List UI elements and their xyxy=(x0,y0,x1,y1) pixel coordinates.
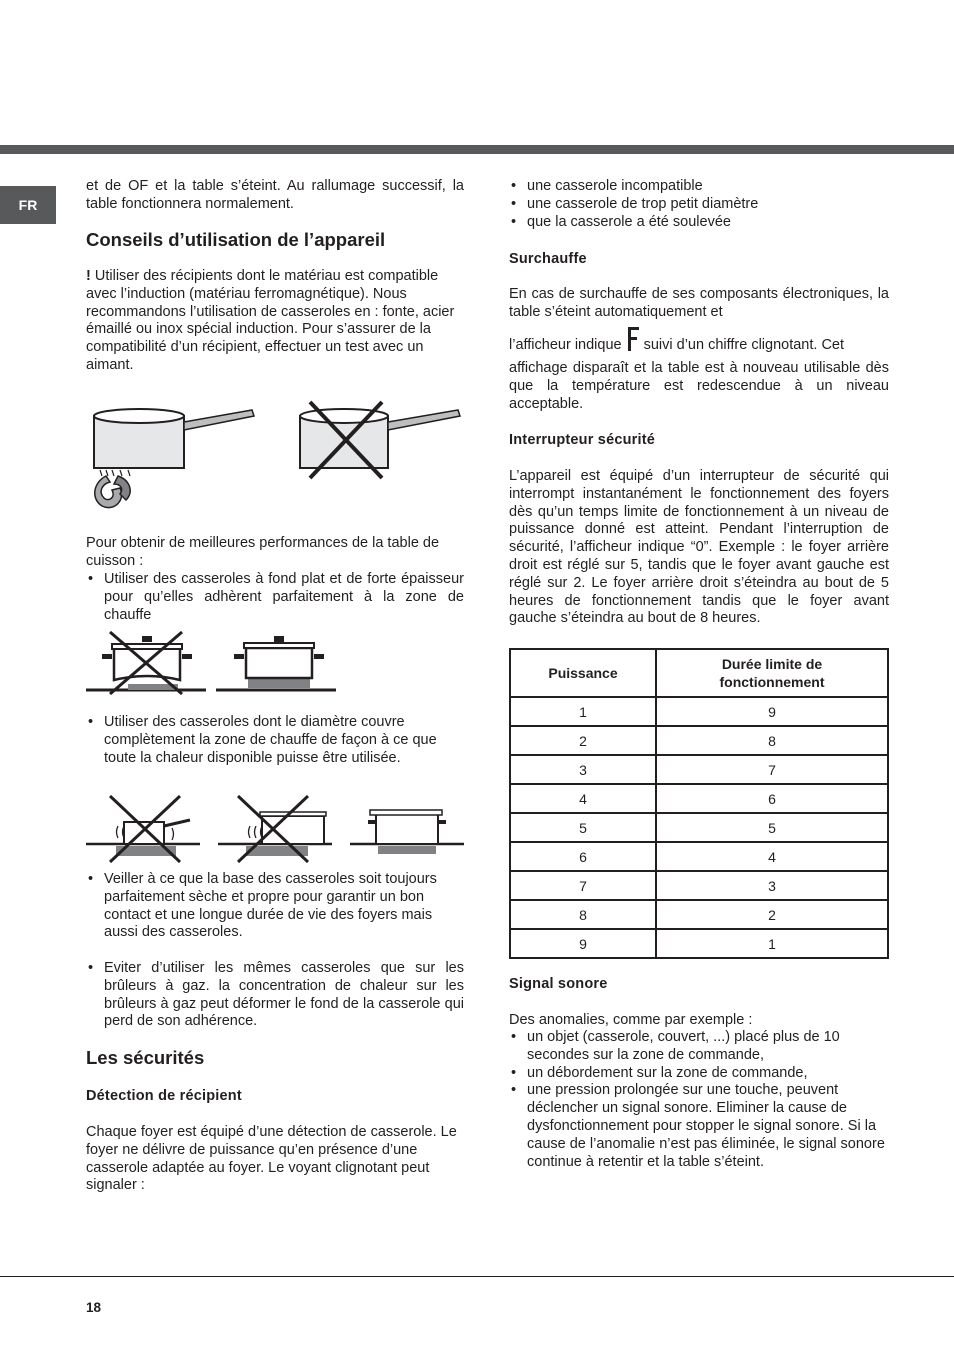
warning-text: Utiliser des récipients dont le matériau est compatible avec l’induction (matériau ferromagnétique). Nous recommandons l’utilisation de casseroles en : fonte, acier émaillé ou inox spécial induction. Pour s’assurer de la compatibilité d’un récipient, effectuer un test avec un aimant. xyxy=(86,268,455,373)
detection-signal-list xyxy=(509,178,889,231)
segment-f-icon xyxy=(626,327,640,351)
diameter-illustration xyxy=(86,792,464,864)
cell-puissance: 5 xyxy=(510,813,656,842)
cell-duree: 6 xyxy=(656,784,888,813)
pan-with-magnet-icon xyxy=(94,409,254,508)
table-row xyxy=(510,929,888,958)
subtitle-detection: Détection de récipient xyxy=(86,1088,242,1104)
magnet-test-illustration xyxy=(90,396,468,514)
bullet-gas-pans: • Eviter d’utiliser les mêmes casseroles que sur les brûleurs à gaz. la concentration de chaleur sur les brûleurs à gaz peut déformer le fond de la casserole qui perd de son adhérence. xyxy=(86,960,464,1031)
table-row xyxy=(510,726,888,755)
subtitle-signal: Signal sonore xyxy=(509,976,608,992)
cell-puissance: 3 xyxy=(510,755,656,784)
interrupteur-paragraph: L’appareil est équipé d’un interrupteur de sécurité qui interrompt instantanément le fonctionnement des foyers dès qu’un temps limite de fonctionnement à un niveau de puissance donné est atteint. Pendant l’interruption de sécurité, l’afficheur indique “0”. Exemple : le foyer arrière droit est réglé sur 5, tandis que le foyer avant gauche est réglé sur 2. Le foyer arrière droit s’éteindra au bout de 5 heures de fonctionnement tandis que le foyer avant gauche s’éteindra au bout de 8 heures. xyxy=(509,468,889,627)
cell-puissance: 6 xyxy=(510,842,656,871)
list-item: • un objet (casserole, couvert, ...) placé plus de 10 secondes sur la zone de commande, xyxy=(509,1029,889,1065)
cell-duree: 7 xyxy=(656,755,888,784)
footer-rule xyxy=(0,1276,954,1277)
bullet-list-2 xyxy=(86,714,464,767)
cell-puissance: 9 xyxy=(510,929,656,958)
power-duration-table xyxy=(509,648,889,959)
detection-paragraph: Chaque foyer est équipé d’une détection de casserole. Le foyer ne délivre de puissance qu’en présence d’une casserole adaptée au foyer. Le voyant clignotant peut signaler : xyxy=(86,1124,457,1194)
subtitle-interrupteur: Interrupteur sécurité xyxy=(509,432,656,448)
surchauffe-post: suivi d’un chiffre clignotant. Cet xyxy=(643,337,845,353)
pan-correct-size-icon xyxy=(350,810,464,854)
surchauffe-paragraph-1: En cas de surchauffe de ses composants électroniques, la table s’éteint automatiquement et xyxy=(509,286,889,320)
table-row xyxy=(510,697,888,726)
cell-duree: 9 xyxy=(656,697,888,726)
bullet-flat-bottom: • Utiliser des casseroles à fond plat et de forte épaisseur pour qu’elles adhèrent parfaitement à la zone de chauffe xyxy=(86,571,464,624)
table-row xyxy=(510,900,888,929)
subtitle-surchauffe: Surchauffe xyxy=(509,251,587,267)
cell-puissance: 2 xyxy=(510,726,656,755)
header-puissance: Puissance xyxy=(510,649,656,697)
pan-crossed-icon xyxy=(300,402,460,478)
list-item: • une casserole de trop petit diamètre xyxy=(509,196,889,214)
section-title-conseils: Conseils d’utilisation de l’appareil xyxy=(86,229,386,250)
table-row xyxy=(510,842,888,871)
bullet-diameter: • Utiliser des casseroles dont le diamètre couvre complètement la zone de chauffe de façon à ce que toute la chaleur disponible puisse être utilisée. xyxy=(86,714,464,767)
performance-intro: Pour obtenir de meilleures performances de la table de cuisson : xyxy=(86,535,440,569)
cell-duree: 2 xyxy=(656,900,888,929)
header-bar xyxy=(0,145,954,154)
surchauffe-pre: l’afficheur indique xyxy=(509,337,622,353)
cell-puissance: 8 xyxy=(510,900,656,929)
header-duree: Durée limite de fonctionnement xyxy=(656,649,888,697)
pan-flat-ok-icon xyxy=(216,636,336,690)
cell-duree: 4 xyxy=(656,842,888,871)
list-item: • que la casserole a été soulevée xyxy=(509,214,889,232)
table-row xyxy=(510,813,888,842)
cell-puissance: 7 xyxy=(510,871,656,900)
warning-paragraph xyxy=(86,268,464,375)
intro-paragraph: et de OF et la table s’éteint. Au rallumage successif, la table fonctionnera normalement. xyxy=(86,178,464,212)
list-item: • une casserole incompatible xyxy=(509,178,889,196)
warning-mark: ! xyxy=(86,268,91,284)
table-row xyxy=(510,784,888,813)
bullet-list-1 xyxy=(86,571,464,624)
language-tab: FR xyxy=(0,186,56,224)
pan-too-small-crossed-icon xyxy=(86,796,200,862)
signal-intro: Des anomalies, comme par exemple : xyxy=(509,1012,753,1028)
flat-bottom-illustration xyxy=(86,628,346,696)
section-title-securites: Les sécurités xyxy=(86,1047,205,1068)
cell-duree: 5 xyxy=(656,813,888,842)
pan-warped-crossed-icon xyxy=(86,632,206,694)
page-number: 18 xyxy=(86,1300,102,1315)
table-row xyxy=(510,755,888,784)
cell-puissance: 1 xyxy=(510,697,656,726)
cell-duree: 3 xyxy=(656,871,888,900)
cell-puissance: 4 xyxy=(510,784,656,813)
cell-duree: 8 xyxy=(656,726,888,755)
signal-list xyxy=(509,1029,889,1171)
table-header-row xyxy=(510,649,888,697)
table-row xyxy=(510,871,888,900)
list-item: • un débordement sur la zone de commande, xyxy=(509,1065,889,1083)
surchauffe-paragraph-line xyxy=(509,327,889,355)
surchauffe-paragraph-2: affichage disparaît et la table est à nouveau utilisable dès que la température est redescendue à un niveau acceptable. xyxy=(509,360,889,412)
bullet-list-4 xyxy=(86,960,464,1031)
bullet-list-3 xyxy=(86,871,464,942)
bullet-dry-base: • Veiller à ce que la base des casseroles soit toujours parfaitement sèche et propre pour garantir un bon contact et une longue durée de vie des foyers mais aussi des casseroles. xyxy=(86,871,464,942)
cell-duree: 1 xyxy=(656,929,888,958)
list-item: • une pression prolongée sur une touche, peuvent déclencher un signal sonore. Eliminer la cause de dysfonctionnement pour stopper le signal sonore. Si la cause de l’anomalie n’est pas éliminée, le signal sonore continue à retentir et la table s’éteint. xyxy=(509,1082,889,1171)
pan-medium-crossed-icon xyxy=(218,796,332,862)
